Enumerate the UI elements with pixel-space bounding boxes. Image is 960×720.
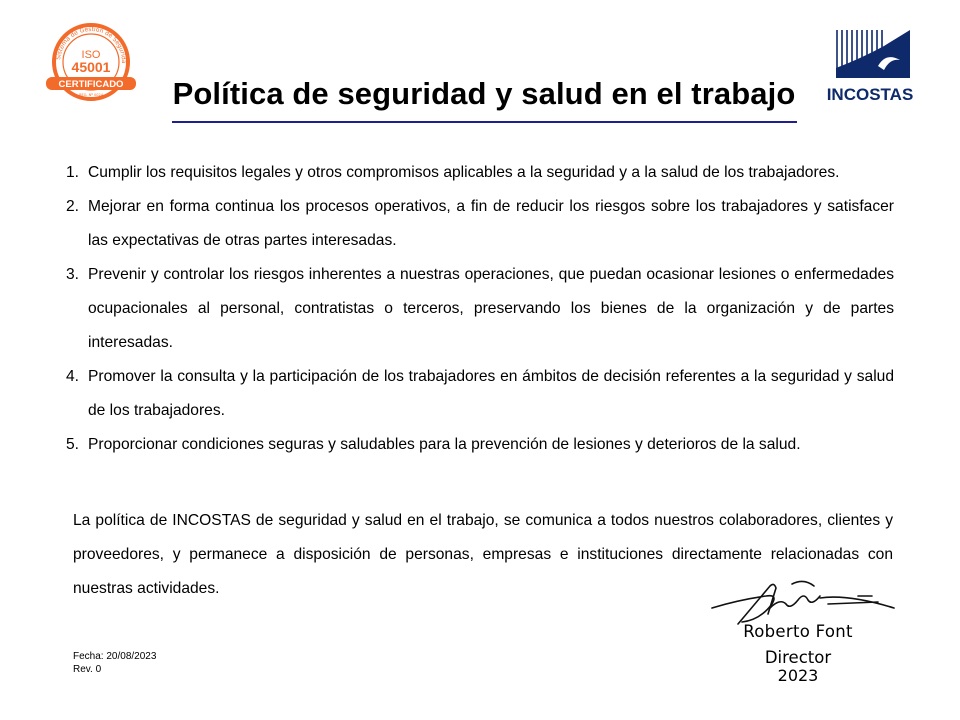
policy-statement: La política de INCOSTAS de seguridad y salud en el trabajo, se comunica a todos nuestros colaboradores, clientes y proveedores, y permanece a disposición de personas, empresas e instituciones directamente relacionadas con nuestras actividades. (73, 512, 893, 597)
svg-text:ISO: ISO (81, 49, 101, 61)
list-item (66, 360, 894, 428)
svg-text:Sistema de Gestión de Segurida: Sistema de Gestión de Segurida (55, 25, 128, 64)
svg-text:REG. Nº 0024: REG. Nº 0024 (79, 93, 103, 97)
title-underline (172, 121, 797, 123)
list-item (66, 156, 894, 190)
list-item-text: Prevenir y controlar los riesgos inherentes a nuestras operaciones, que puedan ocasionar lesiones o enfermedades ocupacionales al personal, contratistas o terceros, preservando los bienes de la organización y de partes interesadas. (88, 266, 894, 351)
incostas-logo-icon (822, 28, 922, 108)
list-item-number: 2. (66, 198, 80, 215)
list-item (66, 258, 894, 360)
document-metadata (73, 650, 156, 676)
policy-list (66, 156, 894, 462)
list-item-text: Mejorar en forma continua los procesos operativos, a fin de reducir los riesgos sobre los trabajadores y satisfacer las expectativas de otras partes interesadas. (88, 198, 894, 249)
list-item-text: Proporcionar condiciones seguras y saludables para la prevención de lesiones y deterioros de la salud. (88, 436, 801, 453)
list-item-number: 3. (66, 266, 80, 283)
list-item (66, 190, 894, 258)
svg-text:CERTIFICADO: CERTIFICADO (58, 79, 124, 90)
list-item-number: 5. (66, 436, 80, 453)
certified-seal-icon (38, 22, 144, 102)
signatory-role: Director (764, 648, 832, 667)
list-item (66, 428, 894, 462)
list-item-text: Cumplir los requisitos legales y otros compromisos aplicables a la seguridad y a la salud de los trabajadores. (88, 164, 840, 181)
svg-text:45001: 45001 (71, 59, 111, 75)
list-item-number: 4. (66, 368, 80, 385)
signatory-name: Roberto Font (743, 622, 853, 641)
logo-wordmark: INCOSTAS (826, 85, 914, 104)
list-item-text: Promover la consulta y la participación de los trabajadores en ámbitos de decisión referentes a la seguridad y salud de los trabajadores. (88, 368, 894, 419)
signatory-year: 2023 (777, 666, 819, 685)
list-item-number: 1. (66, 164, 80, 181)
page-title: Política de seguridad y salud en el trabajo (172, 76, 796, 111)
document-date: Fecha: 20/08/2023 (73, 651, 157, 662)
document-revision: Rev. 0 (73, 664, 102, 675)
